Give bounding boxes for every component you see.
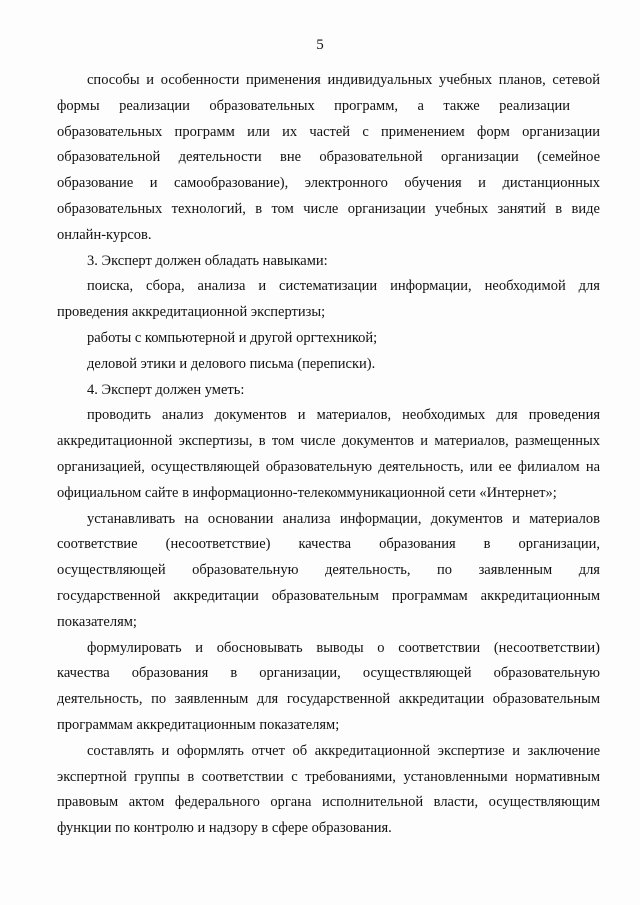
paragraph	[87, 326, 600, 352]
paragraph	[57, 274, 600, 326]
text-line: поиска, сбора, анализа и систематизации информации, необходимой для	[87, 278, 600, 295]
text-line: качества образования в организации, осуществляющей образовательную	[57, 665, 600, 682]
text-line: работы с компьютерной и другой оргтехникой;	[87, 329, 378, 346]
paragraph	[57, 507, 601, 636]
text-line: образовательной деятельности вне образовательной организации (семейное	[57, 149, 601, 166]
text-line: правовым актом федерального органа исполнительной власти, осуществляющим	[57, 794, 601, 811]
paragraph	[57, 68, 601, 249]
text-line: осуществляющей образовательную деятельность, по заявленным для	[57, 562, 600, 579]
section-heading: 3. Эксперт должен обладать навыками:	[87, 252, 328, 269]
text-line: организацией, осуществляющей образовательную деятельность, или ее филиалом на	[57, 458, 601, 475]
text-line: деятельность, по заявленным для государственной аккредитации образовательным	[57, 691, 601, 708]
paragraph	[87, 378, 600, 404]
paragraph	[87, 352, 600, 378]
text-line: государственной аккредитации образовательным программам аккредитационным	[57, 587, 600, 604]
section-heading: 4. Эксперт должен уметь:	[87, 381, 245, 398]
text-line: аккредитационной экспертизы, в том числе документов и материалов, размещенных	[57, 433, 600, 450]
text-line: функции по контролю и надзору в сфере образования.	[57, 820, 392, 837]
paragraph	[57, 403, 601, 506]
text-line: формы реализации образовательных программ, а также реализации	[57, 97, 570, 114]
text-line: программам аккредитационным показателям;	[57, 716, 340, 733]
text-line: онлайн-курсов.	[57, 226, 152, 243]
text-line: показателям;	[57, 613, 137, 630]
text-line: проведения аккредитационной экспертизы;	[57, 304, 326, 321]
text-line: формулировать и обосновывать выводы о соответствии (несоответствии)	[87, 639, 600, 656]
paragraph	[57, 636, 601, 739]
text-line: официальном сайте в информационно-телекоммуникационной сети «Интернет»;	[57, 484, 557, 501]
text-line: составлять и оформлять отчет об аккредитационной экспертизе и заключение	[87, 742, 601, 759]
text-line: экспертной группы в соответствии с требованиями, установленными нормативным	[57, 768, 601, 785]
text-line: деловой этики и делового письма (переписки).	[87, 355, 376, 372]
text-line: способы и особенности применения индивидуальных учебных планов, сетевой	[87, 72, 600, 88]
text-line: образовательных программ или их частей с применением форм организации	[57, 123, 600, 140]
text-line: соответствие (несоответствие) качества образования в организации,	[57, 536, 600, 553]
document-body	[57, 68, 601, 842]
paragraph	[87, 249, 600, 275]
text-line: образовательных технологий, в том числе организации учебных занятий в виде	[57, 200, 600, 217]
text-line: образование и самообразование), электронного обучения и дистанционных	[57, 175, 601, 192]
paragraph	[57, 739, 601, 842]
text-line: проводить анализ документов и материалов, необходимых для проведения	[87, 407, 600, 424]
text-line: устанавливать на основании анализа информации, документов и материалов	[87, 510, 601, 527]
page-number: 5	[316, 37, 324, 53]
